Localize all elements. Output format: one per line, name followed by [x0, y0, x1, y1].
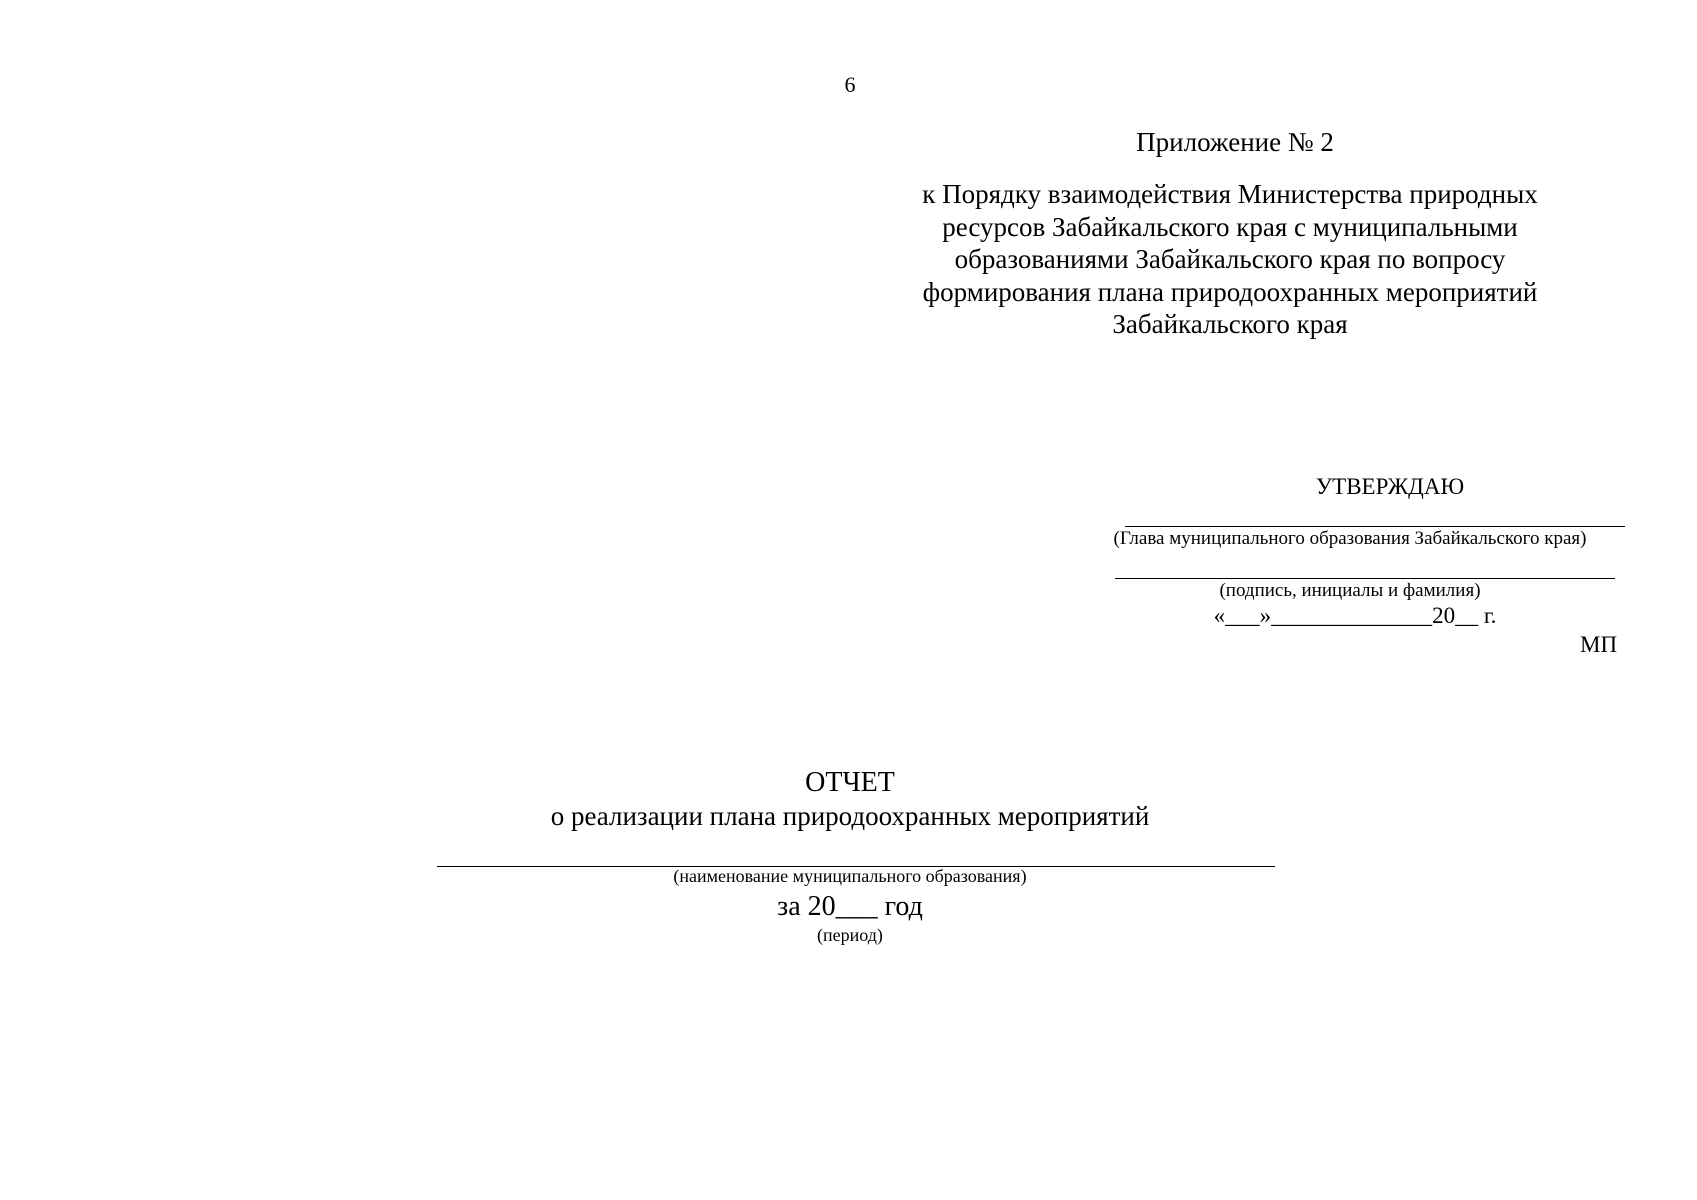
appendix-line: формирования плана природоохранных мероприятий — [922, 276, 1538, 307]
municipality-caption: (наименование муниципального образования) — [673, 866, 1027, 886]
head-name-line — [1125, 526, 1625, 527]
report-title: ОТЧЕТ — [805, 767, 895, 798]
approval-heading: УТВЕРЖДАЮ — [1315, 474, 1465, 499]
signature-line — [1115, 578, 1615, 579]
report-year-line: за 20___ год — [777, 891, 923, 922]
approval-date-line: «___»______________20__ г. — [1213, 603, 1497, 628]
appendix-line: образованиями Забайкальского края по вопросу — [954, 244, 1506, 274]
stamp-placeholder: МП — [1580, 632, 1618, 657]
appendix-line: ресурсов Забайкальского края с муниципальными — [942, 211, 1518, 242]
appendix-title: Приложение № 2 — [1136, 127, 1334, 157]
signature-caption: (подпись, инициалы и фамилия) — [1219, 580, 1481, 601]
appendix-line: Забайкальского края — [1112, 309, 1348, 339]
appendix-line: к Порядку взаимодействия Министерства природных — [922, 179, 1538, 209]
period-caption: (период) — [817, 925, 883, 945]
head-caption: (Глава муниципального образования Забайкальского края) — [1113, 528, 1587, 549]
report-subtitle: о реализации плана природоохранных мероприятий — [550, 801, 1150, 831]
page-number: 6 — [844, 72, 856, 97]
appendix-description — [870, 178, 1590, 341]
